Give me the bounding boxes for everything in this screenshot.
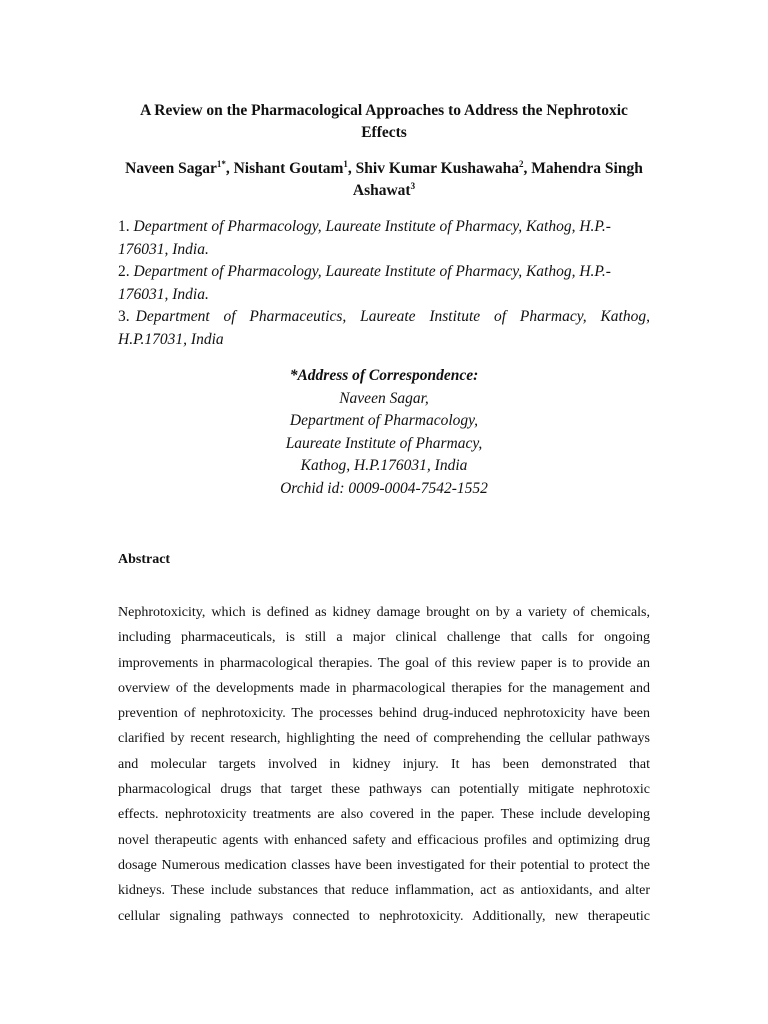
affiliation-item [118, 216, 650, 261]
author-list: Naveen Sagar$^{1*}$, Nishant Goutam$^1$, Shiv Kumar Kushawaha$^2$, Mahendra Singh Ashawat$^3$ [125, 158, 643, 199]
correspondence-block [118, 365, 650, 500]
correspondence-location: Kathog, H.P.176031, India [300, 457, 468, 474]
title-line-2: Effects [361, 124, 407, 141]
abstract-line: overview of the developments made in pharmacological therapies for the management and [118, 680, 650, 696]
author-name: Nishant Goutam [233, 160, 344, 177]
affiliation-text: Department of Pharmacology, Laureate Institute of Pharmacy, Kathog, H.P.- [133, 218, 611, 235]
abstract-line: novel therapeutic agents with enhanced safety and efficacious profiles and optimizing drug [118, 832, 650, 848]
abstract-line: improvements in pharmacological therapies. The goal of this review paper is to provide an [118, 655, 650, 671]
abstract-heading: Abstract [118, 552, 171, 567]
affiliation-text: Department of Pharmacology, Laureate Institute of Pharmacy, Kathog, H.P.- [133, 263, 611, 280]
affiliation-item [118, 306, 650, 351]
affiliation-text: Department of Pharmaceutics, Laureate Institute of Pharmacy, Kathog, [135, 308, 650, 325]
paper-page [118, 100, 650, 929]
abstract-line: kidneys. These include substances that reduce inflammation, act as antioxidants, and alter [118, 883, 650, 899]
abstract-line: dosage Numerous medication classes have been investigated for their potential to protect the [118, 857, 650, 873]
correspondence-department: Department of Pharmacology, [289, 412, 479, 429]
affiliation-number: 3. [118, 308, 130, 325]
affiliation-text-cont: H.P.17031, India [118, 330, 224, 348]
abstract-line: including pharmaceuticals, is still a major clinical challenge that calls for ongoing [118, 630, 650, 646]
abstract-line: prevention of nephrotoxicity. The processes behind drug-induced nephrotoxicity have been [118, 706, 650, 722]
correspondence-institute: Laureate Institute of Pharmacy, [285, 434, 483, 452]
correspondence-name: Naveen Sagar, [339, 389, 429, 407]
author-affiliation-mark: 2 [519, 158, 524, 169]
affiliation-text-cont: 176031, India. [118, 240, 209, 258]
abstract-line: clarified by recent research, highlighting the need of comprehending the cellular pathways [118, 731, 650, 747]
affiliation-text-cont: 176031, India. [118, 285, 209, 303]
affiliation-line [118, 306, 650, 329]
author-name: Shiv Kumar Kushawaha [355, 160, 520, 177]
abstract-line: effects. nephrotoxicity treatments are also covered in the paper. These include developing [118, 807, 650, 823]
abstract-line: Nephrotoxicity, which is defined as kidney damage brought on by a variety of chemicals, [118, 605, 650, 620]
affiliation-number: 1. [118, 218, 130, 235]
abstract-line: pharmacological drugs that target these pathways can potentially mitigate nephrotoxic [118, 782, 650, 798]
affiliation-list [118, 216, 650, 351]
correspondence-orcid: Orchid id: 0009-0004-7542-1552 [280, 479, 488, 497]
author-name: Mahendra Singh Ashawat [352, 160, 643, 199]
title-line-1: A Review on the Pharmacological Approaches to Address the Nephrotoxic [140, 102, 628, 119]
abstract-body [118, 600, 650, 929]
abstract-line: cellular signaling pathways connected to nephrotoxicity. Additionally, new therapeutic [118, 908, 650, 924]
affiliation-number: 2. [118, 263, 130, 280]
paper-title [118, 100, 650, 144]
author-affiliation-mark: 1 [343, 158, 348, 169]
author-affiliation-mark: 3 [410, 180, 416, 191]
author-name: Naveen Sagar [125, 160, 217, 177]
affiliation-item [118, 261, 650, 306]
correspondence-heading: *Address of Correspondence: [289, 367, 479, 384]
abstract-line: and molecular targets involved in kidney injury. It has been demonstrated that [118, 756, 650, 772]
author-affiliation-mark: 1* [216, 158, 226, 169]
